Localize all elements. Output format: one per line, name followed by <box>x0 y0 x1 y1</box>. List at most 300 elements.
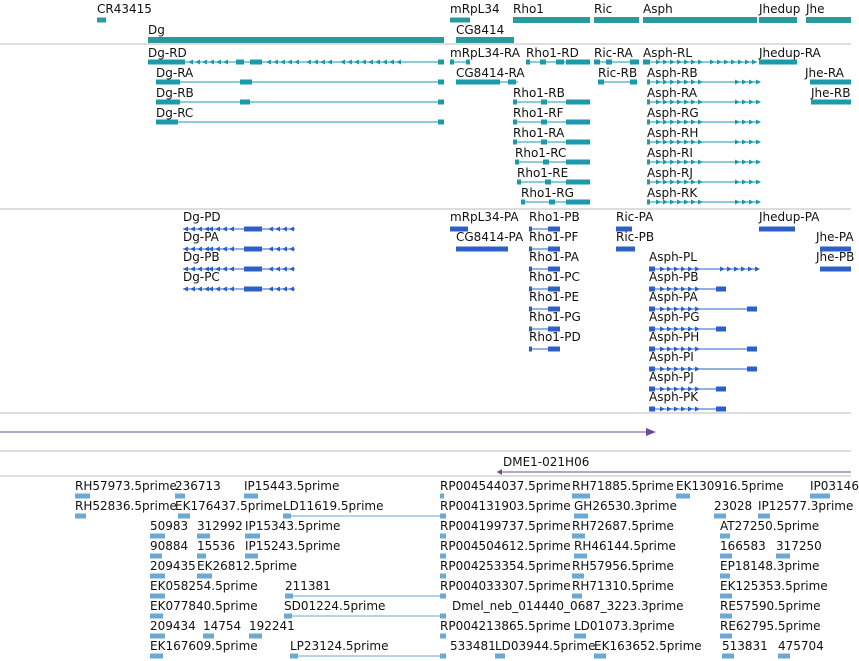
protein-label[interactable]: Asph-PL <box>649 250 697 264</box>
est-read-label[interactable]: 211381 <box>285 579 331 593</box>
est-block <box>75 494 90 499</box>
strand-arrow <box>275 247 280 252</box>
est-block <box>574 514 588 519</box>
transcript-label[interactable]: Asph-RG <box>647 106 699 120</box>
strand-arrow <box>677 120 682 125</box>
transcript-label[interactable]: Jhe-RB <box>811 86 851 100</box>
est-read-label[interactable]: AT27250.5prime <box>720 519 820 533</box>
strand-arrow <box>656 160 661 165</box>
exon-block <box>747 367 757 372</box>
strand-arrow <box>742 120 747 125</box>
exon-block <box>716 407 726 412</box>
est-block <box>150 614 163 619</box>
est-block <box>440 514 446 519</box>
est-block <box>594 654 606 659</box>
est-read-label[interactable]: RP004033307.5prime <box>440 579 571 593</box>
est-read-label[interactable]: RP004131903.5prime <box>440 499 571 513</box>
est-block <box>249 634 262 639</box>
transcript-label[interactable]: Rho1-RC <box>515 146 567 160</box>
exon-block <box>647 100 650 105</box>
exon-block <box>526 60 530 65</box>
est-read-label[interactable]: SD01224.5prime <box>284 599 386 613</box>
exon-block <box>438 100 444 105</box>
strand-arrow <box>188 60 193 65</box>
protein-label[interactable]: Rho1-PE <box>529 290 580 304</box>
strand-arrow <box>691 140 696 145</box>
protein-label[interactable]: Dg-PA <box>183 230 219 244</box>
strand-arrow <box>282 227 287 232</box>
strand-arrow <box>677 100 682 105</box>
transcript-label[interactable]: Dg-RB <box>156 86 194 100</box>
strand-arrow <box>684 200 689 205</box>
strand-arrow <box>745 60 750 65</box>
strand-arrow <box>289 287 294 292</box>
transcript-label[interactable]: mRpL34-RA <box>450 46 520 60</box>
transcript-label[interactable]: Asph-RH <box>647 126 699 140</box>
strand-arrow <box>656 120 661 125</box>
est-block <box>440 574 446 579</box>
protein-label[interactable]: Dg-PD <box>183 210 221 224</box>
est-block <box>285 594 293 599</box>
exon-block <box>515 160 519 165</box>
strand-arrow <box>656 140 661 145</box>
strand-arrow <box>375 60 380 65</box>
exon-block <box>541 100 547 105</box>
transcript-label[interactable]: Jhedup-RA <box>759 46 821 60</box>
strand-arrow <box>368 60 373 65</box>
transcript-label[interactable]: Rho1-RB <box>513 86 565 100</box>
strand-arrow <box>691 160 696 165</box>
strand-arrow <box>674 407 679 412</box>
est-block <box>676 494 690 499</box>
gene-bar-cr43415 <box>97 18 106 23</box>
strand-arrow <box>670 80 675 85</box>
est-block <box>283 514 291 519</box>
protein-label[interactable]: Asph-PK <box>649 390 699 404</box>
clone-label[interactable]: DME1-021H06 <box>503 455 590 469</box>
gene-bar-cg8414 <box>456 37 514 43</box>
exon-block <box>244 267 262 272</box>
transcript-label[interactable]: Rho1-RF <box>513 106 564 120</box>
est-read-label[interactable]: LD11619.5prime <box>283 499 384 513</box>
gene-bar-jhe <box>806 17 851 23</box>
exon-block <box>456 247 508 252</box>
strand-arrow <box>663 140 668 145</box>
est-read-label[interactable]: 23028 <box>714 499 753 513</box>
strand-arrow <box>684 120 689 125</box>
est-block <box>290 654 298 659</box>
protein-label[interactable]: Jhe-PB <box>816 250 855 264</box>
strand-arrow <box>266 60 271 65</box>
est-read-label[interactable]: RP004199737.5prime <box>440 519 571 533</box>
strand-arrow <box>748 267 753 272</box>
est-block <box>778 654 790 659</box>
strand-arrow <box>684 100 689 105</box>
strand-arrow <box>660 407 665 412</box>
strand-arrow <box>756 160 761 165</box>
exon-block <box>517 180 521 185</box>
gene-label[interactable]: Ric <box>594 2 613 16</box>
strand-arrow <box>735 160 740 165</box>
exon-block <box>716 287 726 292</box>
transcript-label[interactable]: Rho1-RA <box>513 126 565 140</box>
est-block <box>810 494 830 499</box>
gene-label[interactable]: Rho1 <box>513 2 544 16</box>
exon-block <box>647 140 650 145</box>
exon-block <box>513 100 517 105</box>
est-block <box>572 494 590 499</box>
strand-arrow <box>273 60 278 65</box>
strand-arrow <box>229 287 234 292</box>
strand-arrow <box>735 100 740 105</box>
est-block <box>440 594 446 599</box>
protein-label[interactable]: Rho1-PG <box>529 310 581 324</box>
est-read-label[interactable]: Dmel_neb_014440_0687_3223.3prime <box>452 599 684 613</box>
transcript-label[interactable]: Dg-RA <box>156 66 194 80</box>
strand-arrow <box>735 180 740 185</box>
strand-arrow <box>222 267 227 272</box>
exon-block <box>541 120 547 125</box>
est-block <box>75 514 86 519</box>
exon-block <box>647 180 650 185</box>
strand-arrow <box>677 60 682 65</box>
transcript-label[interactable]: Asph-RI <box>647 146 693 160</box>
transcript-label[interactable]: Asph-RB <box>647 66 698 80</box>
exon-block <box>540 60 546 65</box>
est-read-label[interactable]: RH57973.5prime <box>75 479 177 493</box>
est-read-label[interactable]: 533481 <box>450 639 496 653</box>
protein-label[interactable]: Rho1-PF <box>529 230 579 244</box>
est-read-label[interactable]: 317250 <box>776 539 822 553</box>
transcript-label[interactable]: Jhe-RA <box>805 66 844 80</box>
est-read-label[interactable]: EP18148.3prime <box>720 559 820 573</box>
strand-arrow <box>223 60 228 65</box>
strand-arrow <box>347 60 352 65</box>
transcript-label[interactable]: Dg-RC <box>156 106 194 120</box>
est-block <box>440 534 446 539</box>
strand-arrow <box>306 60 311 65</box>
strand-arrow <box>756 120 761 125</box>
transcript-label[interactable]: Ric-RA <box>594 46 633 60</box>
transcript-label[interactable]: Rho1-RD <box>526 46 579 60</box>
transcript-label[interactable]: Asph-RL <box>643 46 693 60</box>
protein-label[interactable]: Rho1-PA <box>529 250 579 264</box>
strand-arrow <box>720 267 725 272</box>
protein-label[interactable]: Jhedup-PA <box>759 210 820 224</box>
est-read-label[interactable]: 90884 <box>150 539 189 553</box>
gene-label[interactable]: CG8414 <box>456 23 505 37</box>
exon-block <box>747 347 757 352</box>
est-read-label[interactable]: EK167609.5prime <box>150 639 258 653</box>
exon-block <box>810 80 851 85</box>
strand-arrow <box>289 247 294 252</box>
strand-arrow <box>698 160 703 165</box>
strand-arrow <box>749 120 754 125</box>
est-block <box>284 614 292 619</box>
gene-label[interactable]: Asph <box>643 2 673 16</box>
strand-arrow <box>741 267 746 272</box>
protein-label[interactable]: Ric-PB <box>616 230 655 244</box>
strand-arrow <box>656 80 661 85</box>
strand-arrow <box>354 60 359 65</box>
strand-arrow <box>735 80 740 85</box>
est-read-label[interactable]: 50983 <box>150 519 189 533</box>
transcript-label[interactable]: Ric-RB <box>598 66 638 80</box>
strand-arrow <box>656 180 661 185</box>
exon-block <box>647 160 650 165</box>
est-read-label[interactable]: 513831 <box>722 639 768 653</box>
est-read-label[interactable]: EK130916.5prime <box>676 479 784 493</box>
est-read-label[interactable]: 475704 <box>778 639 824 653</box>
strand-arrow <box>670 200 675 205</box>
est-read-label[interactable]: EK26812.5prime <box>197 559 298 573</box>
strand-arrow <box>756 80 761 85</box>
clone-arrow <box>497 469 502 475</box>
est-read-label[interactable]: 209435 <box>150 559 196 573</box>
strand-arrow <box>183 287 188 292</box>
exon-block <box>548 347 560 352</box>
est-read-label[interactable]: EK077840.5prime <box>150 599 258 613</box>
exon-block <box>456 80 500 85</box>
est-block <box>720 634 732 639</box>
strand-arrow <box>670 60 675 65</box>
strand-arrow <box>742 160 747 165</box>
est-read-label[interactable]: IP15243.5prime <box>245 539 341 553</box>
strand-arrow <box>677 160 682 165</box>
strand-arrow <box>282 267 287 272</box>
exon-block <box>549 200 555 205</box>
est-read-label[interactable]: GH26530.3prime <box>574 499 677 513</box>
transcript-label[interactable]: Dg-RD <box>148 46 187 60</box>
est-read-label[interactable]: RH71310.5prime <box>572 579 674 593</box>
gene-bar-jhedup <box>759 17 797 23</box>
est-read-label[interactable]: RP004544037.5prime <box>440 479 571 493</box>
exon-block <box>148 60 185 65</box>
est-block <box>495 654 505 659</box>
strand-arrow <box>282 287 287 292</box>
est-block <box>150 554 162 559</box>
strand-arrow <box>327 60 332 65</box>
strand-arrow <box>268 227 273 232</box>
protein-label[interactable]: Asph-PA <box>649 290 698 304</box>
gene-bar-rho1 <box>513 17 590 23</box>
protein-label[interactable]: Ric-PA <box>616 210 654 224</box>
strand-arrow <box>734 267 739 272</box>
strand-arrow <box>684 160 689 165</box>
exon-block <box>466 60 470 65</box>
gene-bar-mrpl34 <box>450 18 470 23</box>
protein-label[interactable]: Dg-PB <box>183 250 220 264</box>
exon-block <box>521 200 525 205</box>
est-block <box>776 554 790 559</box>
est-block <box>178 514 190 519</box>
strand-arrow <box>382 60 387 65</box>
strand-arrow <box>755 267 760 272</box>
transcript-label[interactable]: Rho1-RE <box>517 166 569 180</box>
strand-arrow <box>282 247 287 252</box>
protein-label[interactable]: Jhe-PA <box>816 230 854 244</box>
exon-block <box>566 100 590 105</box>
est-read-label[interactable]: LD01073.3prime <box>574 619 675 633</box>
strand-arrow <box>294 60 299 65</box>
strand-arrow <box>216 60 221 65</box>
gene-label[interactable]: CR43415 <box>97 2 152 16</box>
protein-label[interactable]: Rho1-PD <box>529 330 581 344</box>
est-block <box>197 574 212 579</box>
est-block <box>720 614 732 619</box>
est-read-label[interactable]: EK058254.5prime <box>150 579 258 593</box>
transcript-label[interactable]: Asph-RK <box>647 186 698 200</box>
est-block <box>245 554 258 559</box>
gene-label[interactable]: mRpL34 <box>450 2 500 16</box>
est-read-label[interactable]: IP03146 <box>810 479 859 493</box>
transcript-label[interactable]: Asph-RJ <box>647 166 693 180</box>
gene-label[interactable]: Jhe <box>806 2 825 16</box>
strand-arrow <box>691 120 696 125</box>
est-read-label[interactable]: RH52836.5prime <box>75 499 177 513</box>
protein-label[interactable]: Rho1-PC <box>529 270 580 284</box>
est-read-label[interactable]: 15536 <box>197 539 236 553</box>
transcript-label[interactable]: Asph-RA <box>647 86 698 100</box>
strand-arrow <box>735 200 740 205</box>
exon-block <box>811 100 851 105</box>
strand-arrow <box>268 287 273 292</box>
exon-block <box>643 60 650 65</box>
est-read-label[interactable]: RH46144.5prime <box>574 539 676 553</box>
exon-block <box>543 160 549 165</box>
strand-arrow <box>313 60 318 65</box>
strand-arrow <box>698 140 703 145</box>
strand-arrow <box>684 60 689 65</box>
protein-label[interactable]: Asph-PJ <box>649 370 694 384</box>
strand-arrow <box>695 407 700 412</box>
est-read-label[interactable]: IP12577.3prime <box>758 499 854 513</box>
transcript-label[interactable]: CG8414-RA <box>456 66 525 80</box>
strand-arrow <box>663 200 668 205</box>
strand-arrow <box>268 267 273 272</box>
est-read-label[interactable]: 312992 <box>197 519 243 533</box>
protein-label[interactable]: Rho1-PB <box>529 210 580 224</box>
exon-block <box>566 60 590 65</box>
exon-block <box>450 60 454 65</box>
est-read-label[interactable]: 192241 <box>249 619 295 633</box>
exon-block <box>716 327 726 332</box>
est-read-label[interactable]: RH72687.5prime <box>572 519 674 533</box>
est-block <box>245 534 260 539</box>
strand-arrow <box>738 60 743 65</box>
est-block <box>572 534 585 539</box>
strand-arrow <box>691 60 696 65</box>
est-read-label[interactable]: RH71885.5prime <box>572 479 674 493</box>
strand-arrow <box>229 267 234 272</box>
strand-arrow <box>222 247 227 252</box>
est-block <box>720 534 730 539</box>
strand-arrow <box>289 227 294 232</box>
strand-arrow <box>742 200 747 205</box>
strand-arrow <box>684 180 689 185</box>
est-read-label[interactable]: LP23124.5prime <box>290 639 389 653</box>
est-block <box>150 654 163 659</box>
strand-arrow <box>663 100 668 105</box>
exon-block <box>156 80 180 85</box>
strand-arrow <box>656 100 661 105</box>
exon-block <box>156 100 180 105</box>
strand-arrow <box>735 140 740 145</box>
exon-block <box>747 307 757 312</box>
protein-label[interactable]: CG8414-PA <box>456 230 524 244</box>
strand-arrow <box>698 60 703 65</box>
strand-arrow <box>222 227 227 232</box>
strand-arrow <box>749 200 754 205</box>
est-read-label[interactable]: IP15443.5prime <box>244 479 340 493</box>
protein-label[interactable]: Asph-PH <box>649 330 700 344</box>
est-read-label[interactable]: EK125353.5prime <box>720 579 828 593</box>
est-read-label[interactable]: 209434 <box>150 619 196 633</box>
protein-label[interactable]: mRpL34-PA <box>450 210 519 224</box>
exon-block <box>566 140 590 145</box>
strand-arrow <box>670 100 675 105</box>
exon-block <box>647 200 650 205</box>
est-read-label[interactable]: RE62795.5prime <box>720 619 821 633</box>
est-read-label[interactable]: 166583 <box>720 539 766 553</box>
strand-arrow <box>287 60 292 65</box>
est-read-label[interactable]: 14754 <box>203 619 242 633</box>
exon-block <box>616 247 635 252</box>
strand-arrow <box>756 200 761 205</box>
transcript-label[interactable]: Rho1-RG <box>521 186 574 200</box>
exon-block <box>716 387 726 392</box>
protein-label[interactable]: Asph-PB <box>649 270 699 284</box>
est-read-label[interactable]: EK163652.5prime <box>594 639 702 653</box>
gene-label[interactable]: Dg <box>148 23 165 37</box>
est-block <box>722 654 734 659</box>
est-read-label[interactable]: RP004253354.5prime <box>440 559 571 573</box>
gene-label[interactable]: Jhedup <box>759 2 801 16</box>
strand-arrow <box>195 60 200 65</box>
strand-arrow <box>684 140 689 145</box>
exon-block <box>647 80 650 85</box>
strand-arrow <box>698 120 703 125</box>
exon-block <box>545 180 551 185</box>
strand-arrow <box>698 80 703 85</box>
exon-block <box>820 267 851 272</box>
exon-block <box>606 60 612 65</box>
est-read-label[interactable]: RP004504612.5prime <box>440 539 571 553</box>
gene-bar-asph <box>643 17 757 23</box>
exon-block <box>508 80 516 85</box>
est-read-label[interactable]: LD03944.5prime <box>495 639 596 653</box>
protein-label[interactable]: Asph-PI <box>649 350 694 364</box>
exon-block <box>236 60 244 65</box>
strand-arrow <box>656 200 661 205</box>
strand-arrow <box>742 100 747 105</box>
est-block <box>203 634 214 639</box>
protein-label[interactable]: Asph-PG <box>649 310 700 324</box>
strand-arrow <box>670 180 675 185</box>
est-read-label[interactable]: 236713 <box>175 479 221 493</box>
est-read-label[interactable]: RH57956.5prime <box>572 559 674 573</box>
protein-label[interactable]: Dg-PC <box>183 270 220 284</box>
est-read-label[interactable]: RE57590.5prime <box>720 599 821 613</box>
exon-block <box>649 407 655 412</box>
est-read-label[interactable]: RP004213865.5prime <box>440 619 571 633</box>
est-read-label[interactable]: EK176437.5prime <box>175 499 283 513</box>
est-block <box>150 574 165 579</box>
est-read-label[interactable]: IP15343.5prime <box>245 519 341 533</box>
exon-block <box>598 80 604 85</box>
est-block <box>175 494 185 499</box>
est-block <box>572 574 584 579</box>
